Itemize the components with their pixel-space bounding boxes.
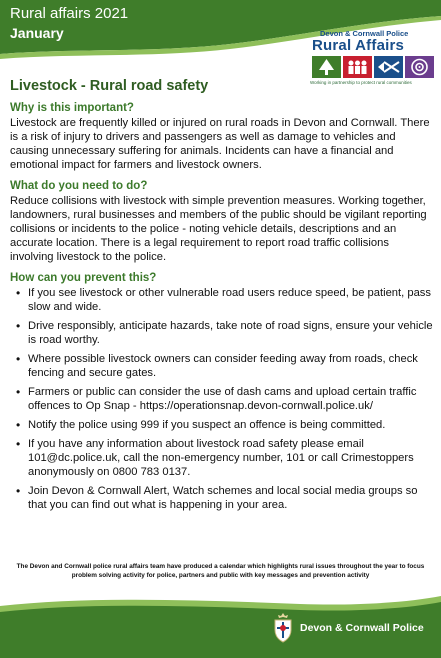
section-body: Livestock are frequently killed or injured on rural roads in Devon and Cornwall. There is a risk of injury to drivers and passengers as well as damage to vehicles and causing unnecessary suffering for animals. Incidents can have a financial and emotional impact for farmers and livestock owners.	[10, 117, 430, 171]
logo-title: Rural Affairs	[312, 37, 405, 54]
section-heading: How can you prevent this?	[10, 272, 157, 284]
section-heading: Why is this important?	[10, 102, 134, 114]
header-month: January	[10, 25, 64, 41]
list-item: • Join Devon & Cornwall Alert, Watch schemes and local social media groups so that you can find out what is happening in your area.	[10, 484, 433, 512]
list-item: • Where possible livestock owners can consider feeding away from roads, check fencing and secure gates.	[10, 352, 433, 380]
people-icon	[343, 56, 372, 78]
footer-police-logo	[272, 612, 424, 644]
list-item: • If you see livestock or other vulnerable road users reduce speed, be patient, pass slow and wide.	[10, 286, 433, 314]
footer-note: The Devon and Cornwall police rural affairs team have produced a calendar which highlights rural issues throughout the year to focus problem solving activity for police, partners and public with key messages and prevention activity	[16, 563, 425, 579]
section-how	[10, 271, 433, 512]
logo-icon-strip	[312, 56, 436, 78]
section-why	[10, 101, 433, 172]
page-title: Livestock - Rural road safety	[10, 78, 209, 94]
rural-affairs-logo	[306, 29, 438, 87]
fish-icon	[374, 56, 403, 78]
logo-tagline: Working in partnership to protect rural communities	[310, 80, 412, 85]
logo-force-name: Devon & Cornwall Police	[320, 29, 409, 38]
section-what	[10, 179, 433, 264]
main-content	[10, 101, 433, 517]
list-item: • Drive responsibly, anticipate hazards, take note of road signs, ensure your vehicle is road worthy.	[10, 319, 433, 347]
target-icon	[405, 56, 434, 78]
police-crest-icon	[272, 612, 294, 644]
section-body: Reduce collisions with livestock with simple prevention measures. Working together, landowners, rural businesses and members of the public should be vigilant reporting collisions or incidents to the police - noting vehicle details, descriptions and an accurate location. There is a legal requirement to report road traffic collisions involving livestock to the police.	[10, 195, 427, 263]
header-title: Rural affairs 2021	[10, 5, 129, 22]
prevention-list	[10, 286, 433, 512]
list-item: • If you have any information about livestock road safety please email 101@dc.police.uk, call the non-emergency number, 101 or call Crimestoppers anonymously on 0800 783 0137.	[10, 437, 433, 479]
list-item: • Farmers or public can consider the use of dash cams and upload certain traffic offences to Op Snap - https://operationsnap.devon-cornwall.police.uk/	[10, 385, 433, 413]
tree-icon	[312, 56, 341, 78]
footer-force-name: Devon & Cornwall Police	[300, 622, 424, 634]
list-item: • Notify the police using 999 if you suspect an offence is being committed.	[10, 418, 433, 432]
section-heading: What do you need to do?	[10, 180, 148, 192]
